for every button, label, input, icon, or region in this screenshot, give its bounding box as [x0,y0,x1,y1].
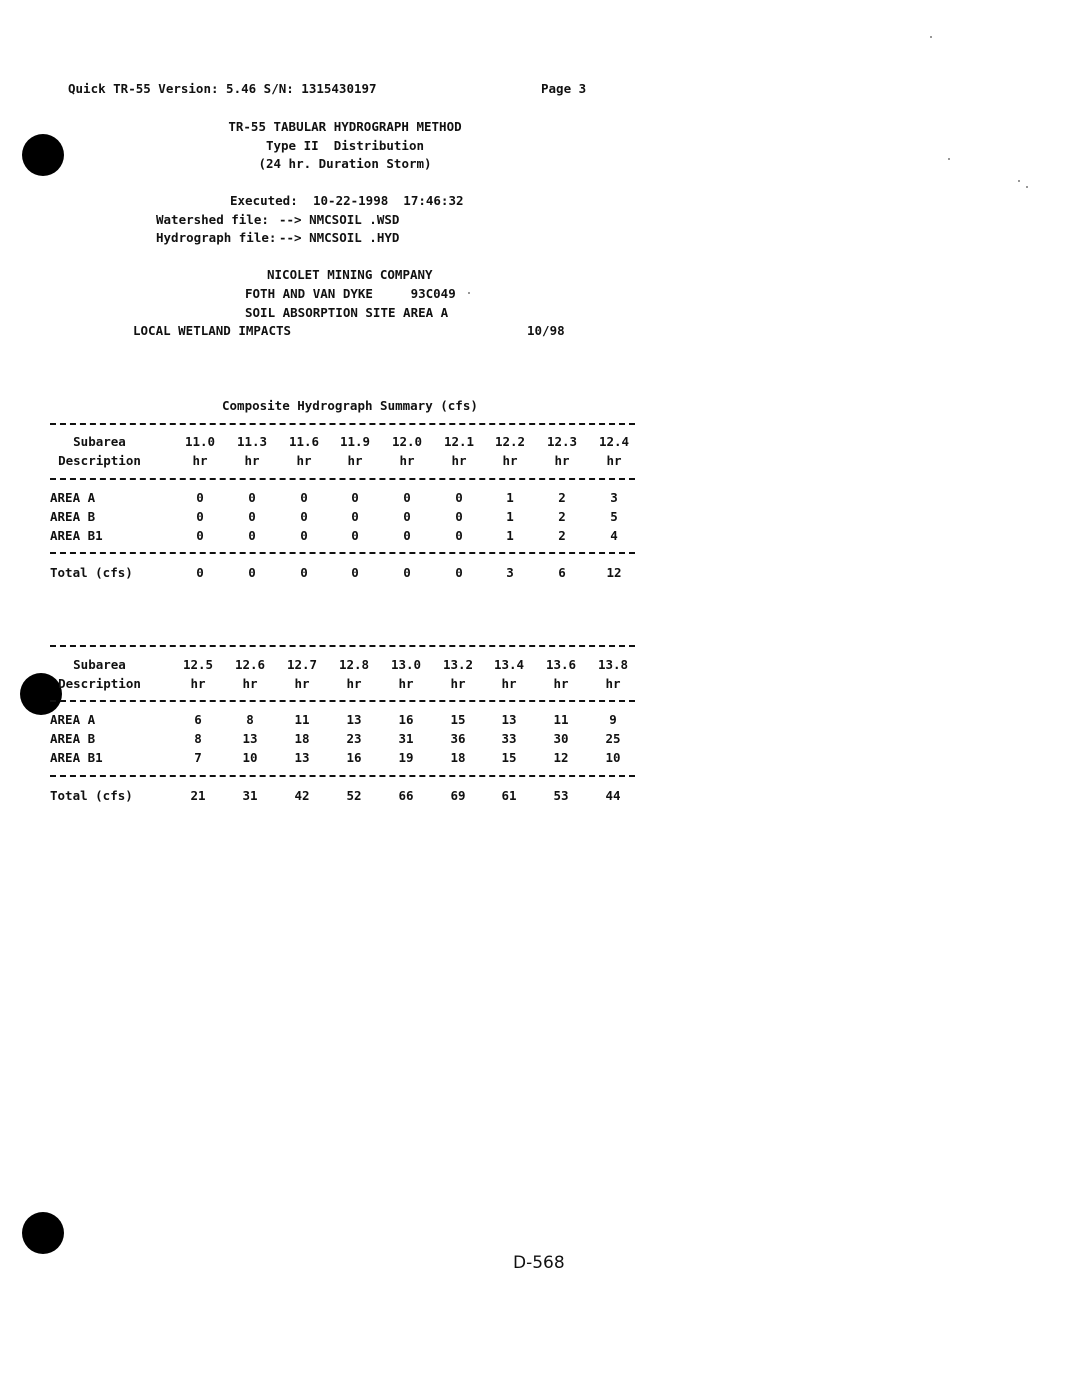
time-header: 12.0 [391,434,423,449]
row-label: AREA B [50,731,96,746]
unit-label: hr [346,676,362,691]
unit-label: hr [605,676,621,691]
cell-value: 0 [300,490,308,505]
total-value: 21 [190,788,206,803]
cell-value: 10 [242,750,258,765]
divider [50,775,635,777]
cell-value: 2 [558,528,566,543]
unit-label: hr [192,453,208,468]
time-header: 11.9 [339,434,371,449]
time-header: 11.3 [236,434,268,449]
time-header: 12.7 [286,657,318,672]
cell-value: 23 [346,731,362,746]
company-name: NICOLET MINING COMPANY [267,267,433,282]
cell-value: 9 [609,712,617,727]
table-unit-row [48,453,638,472]
total-value: 53 [553,788,569,803]
total-value: 0 [455,565,463,580]
scan-speck [1018,180,1020,182]
cell-value: 4 [610,528,618,543]
total-value: 0 [196,565,204,580]
cell-value: 33 [501,731,517,746]
cell-value: 13 [294,750,310,765]
total-row [48,788,638,807]
total-row [48,565,638,584]
row-label: AREA B1 [50,750,103,765]
cell-value: 0 [196,490,204,505]
time-header: 13.2 [442,657,474,672]
cell-value: 12 [553,750,569,765]
summary-title: Composite Hydrograph Summary (cfs) [222,398,478,413]
unit-label: hr [501,676,517,691]
unit-label: hr [242,676,258,691]
unit-label: hr [398,676,414,691]
divider [50,478,635,480]
time-header: 12.5 [182,657,214,672]
version-line: Quick TR-55 Version: 5.46 S/N: 1315430197 [68,81,377,96]
cell-value: 36 [450,731,466,746]
row-label: AREA A [50,712,96,727]
project-date: 10/98 [527,323,565,338]
cell-value: 1 [506,509,514,524]
scan-speck [1026,186,1028,188]
total-value: 31 [242,788,258,803]
method-title: TR-55 TABULAR HYDROGRAPH METHOD [228,119,462,134]
cell-value: 19 [398,750,414,765]
total-value: 0 [248,565,256,580]
executed-label: Executed: [230,193,298,208]
cell-value: 5 [610,509,618,524]
total-value: 6 [558,565,566,580]
time-header: 12.2 [494,434,526,449]
cell-value: 7 [194,750,202,765]
divider [50,423,635,425]
cell-value: 0 [403,490,411,505]
time-header: 12.3 [546,434,578,449]
cell-value: 30 [553,731,569,746]
unit-label: hr [502,453,518,468]
unit-label: hr [347,453,363,468]
unit-label: hr [399,453,415,468]
time-header: 12.4 [598,434,630,449]
site-line: SOIL ABSORPTION SITE AREA A [245,305,449,320]
total-value: 0 [351,565,359,580]
cell-value: 0 [403,528,411,543]
cell-value: 18 [294,731,310,746]
total-value: 44 [605,788,621,803]
cell-value: 25 [605,731,621,746]
cell-value: 2 [558,509,566,524]
table-row [48,750,638,769]
table-row [48,528,638,547]
table-unit-row [48,676,638,695]
cell-value: 0 [248,528,256,543]
firm-line: FOTH AND VAN DYKE 93C049 [245,286,456,301]
description-header: Description [58,453,141,468]
total-value: 0 [403,565,411,580]
cell-value: 0 [455,528,463,543]
watershed-label: Watershed file: [156,212,269,227]
cell-value: 0 [300,528,308,543]
row-label: AREA A [50,490,96,505]
total-value: 52 [346,788,362,803]
unit-label: hr [450,676,466,691]
total-value: 66 [398,788,414,803]
cell-value: 0 [351,528,359,543]
punch-hole-top [22,134,64,176]
cell-value: 13 [346,712,362,727]
hydrograph-value: --> NMCSOIL .HYD [279,230,400,245]
cell-value: 3 [610,490,618,505]
total-value: 42 [294,788,310,803]
punch-hole-bottom [22,1212,64,1254]
subarea-header: Subarea [73,434,126,449]
row-label: AREA B [50,509,96,524]
time-header: 12.6 [234,657,266,672]
table-row [48,712,638,731]
unit-label: hr [554,453,570,468]
table-row [48,509,638,528]
cell-value: 31 [398,731,414,746]
time-header: 13.8 [597,657,629,672]
cell-value: 0 [196,509,204,524]
unit-label: hr [606,453,622,468]
unit-label: hr [294,676,310,691]
executed-value: 10-22-1998 17:46:32 [313,193,464,208]
page-label: Page 3 [541,81,587,96]
time-header: 12.1 [443,434,475,449]
cell-value: 1 [506,528,514,543]
description-header: Description [58,676,141,691]
row-label: AREA B1 [50,528,103,543]
total-label: Total (cfs) [50,788,133,803]
scan-speck [930,36,932,38]
subarea-header: Subarea [73,657,126,672]
duration-line: (24 hr. Duration Storm) [258,156,432,171]
cell-value: 0 [351,490,359,505]
page-number: D-568 [513,1253,565,1273]
cell-value: 0 [455,509,463,524]
total-value: 0 [300,565,308,580]
cell-value: 2 [558,490,566,505]
cell-value: 0 [196,528,204,543]
cell-value: 16 [346,750,362,765]
unit-label: hr [296,453,312,468]
cell-value: 15 [450,712,466,727]
cell-value: 13 [242,731,258,746]
cell-value: 13 [501,712,517,727]
cell-value: 1 [506,490,514,505]
cell-value: 16 [398,712,414,727]
cell-value: 6 [194,712,202,727]
divider [50,700,635,702]
cell-value: 8 [246,712,254,727]
table-row [48,490,638,509]
cell-value: 0 [455,490,463,505]
total-value: 61 [501,788,517,803]
cell-value: 0 [351,509,359,524]
distribution-line: Type II Distribution [265,138,425,153]
table-row [48,731,638,750]
unit-label: hr [451,453,467,468]
divider [50,552,635,554]
unit-label: hr [190,676,206,691]
unit-label: hr [244,453,260,468]
total-value: 12 [606,565,622,580]
time-header: 11.6 [288,434,320,449]
subject-line: LOCAL WETLAND IMPACTS [133,323,292,338]
total-value: 69 [450,788,466,803]
cell-value: 18 [450,750,466,765]
cell-value: 0 [300,509,308,524]
total-value: 3 [506,565,514,580]
cell-value: 11 [294,712,310,727]
time-header: 13.6 [545,657,577,672]
scan-speck [948,158,950,160]
cell-value: 10 [605,750,621,765]
time-header: 13.0 [390,657,422,672]
cell-value: 0 [248,490,256,505]
time-header: 13.4 [493,657,525,672]
divider [50,645,635,647]
time-header: 12.8 [338,657,370,672]
cell-value: 0 [248,509,256,524]
cell-value: 15 [501,750,517,765]
cell-value: 8 [194,731,202,746]
table-header-row [48,657,638,676]
scan-speck [468,292,470,294]
cell-value: 0 [403,509,411,524]
total-label: Total (cfs) [50,565,133,580]
table-header-row [48,434,638,453]
unit-label: hr [553,676,569,691]
watershed-value: --> NMCSOIL .WSD [279,212,400,227]
hydrograph-label: Hydrograph file: [156,230,277,245]
cell-value: 11 [553,712,569,727]
time-header: 11.0 [184,434,216,449]
